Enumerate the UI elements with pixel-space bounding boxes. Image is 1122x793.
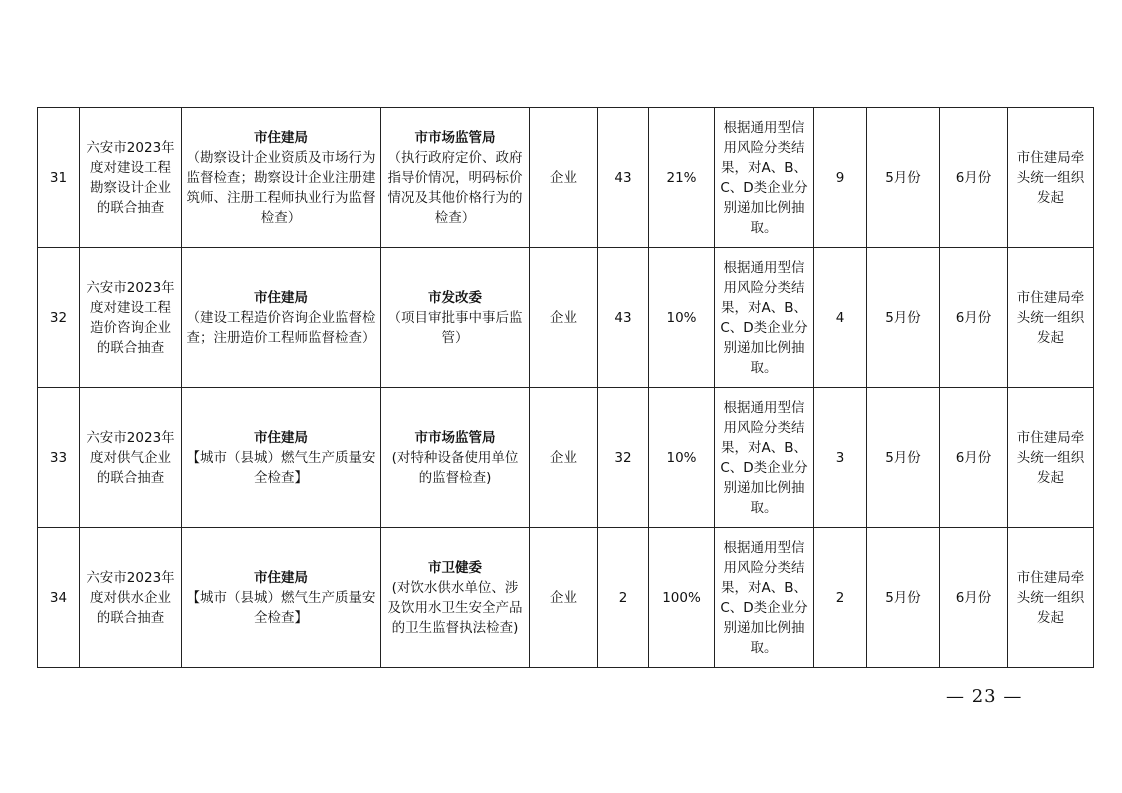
partner-dept-cell (381, 248, 530, 388)
table-row (38, 248, 1094, 388)
partner-items: (对特种设备使用单位的监督检查) (391, 449, 519, 486)
partner-items: (对饮水供水单位、涉及饮用水卫生安全产品的卫生监督执法检查) (387, 579, 523, 636)
lead-dept: 市住建局 (254, 289, 308, 306)
sample-count: 4 (814, 248, 867, 388)
remarks: 市住建局牵头统一组织发起 (1008, 108, 1094, 248)
row-number: 34 (38, 528, 80, 668)
sample-count: 2 (814, 528, 867, 668)
inspection-table (37, 107, 1094, 668)
lead-dept-cell (182, 388, 381, 528)
end-month: 6月份 (940, 108, 1008, 248)
lead-dept: 市住建局 (254, 429, 308, 446)
sampling-method: 根据通用型信用风险分类结果，对A、B、C、D类企业分别递加比例抽取。 (715, 528, 814, 668)
lead-dept: 市住建局 (254, 129, 308, 146)
inspection-object: 企业 (530, 108, 598, 248)
inspection-object: 企业 (530, 528, 598, 668)
partner-dept: 市卫健委 (428, 559, 482, 576)
partner-dept: 市市场监管局 (414, 429, 496, 446)
task-name: 六安市2023年度对建设工程勘察设计企业的联合抽查 (80, 108, 182, 248)
end-month: 6月份 (940, 388, 1008, 528)
lead-items: 【城市（县城）燃气生产质量安全检查】 (186, 589, 376, 626)
end-month: 6月份 (940, 528, 1008, 668)
end-month: 6月份 (940, 248, 1008, 388)
start-month: 5月份 (867, 528, 940, 668)
partner-items: （项目审批事中事后监管） (387, 309, 523, 346)
row-number: 31 (38, 108, 80, 248)
remarks: 市住建局牵头统一组织发起 (1008, 388, 1094, 528)
sample-count: 9 (814, 108, 867, 248)
object-count: 43 (598, 108, 649, 248)
inspection-object: 企业 (530, 248, 598, 388)
remarks: 市住建局牵头统一组织发起 (1008, 248, 1094, 388)
page-number: — 23 — (946, 686, 1023, 707)
lead-dept-cell (182, 248, 381, 388)
task-name: 六安市2023年度对供气企业的联合抽查 (80, 388, 182, 528)
lead-items: （建设工程造价咨询企业监督检查；注册造价工程师监督检查） (186, 309, 376, 346)
partner-dept-cell (381, 108, 530, 248)
sample-ratio: 21% (649, 108, 715, 248)
partner-dept: 市发改委 (428, 289, 482, 306)
row-number: 33 (38, 388, 80, 528)
start-month: 5月份 (867, 388, 940, 528)
task-name: 六安市2023年度对建设工程造价咨询企业的联合抽查 (80, 248, 182, 388)
table-row (38, 388, 1094, 528)
lead-dept-cell (182, 528, 381, 668)
lead-items: 【城市（县城）燃气生产质量安全检查】 (186, 449, 376, 486)
partner-items: （执行政府定价、政府指导价情况，明码标价情况及其他价格行为的检查） (387, 149, 523, 226)
partner-dept: 市市场监管局 (414, 129, 496, 146)
inspection-object: 企业 (530, 388, 598, 528)
start-month: 5月份 (867, 108, 940, 248)
row-number: 32 (38, 248, 80, 388)
partner-dept-cell (381, 528, 530, 668)
object-count: 2 (598, 528, 649, 668)
table-row (38, 528, 1094, 668)
sample-count: 3 (814, 388, 867, 528)
table-row (38, 108, 1094, 248)
object-count: 43 (598, 248, 649, 388)
sample-ratio: 10% (649, 388, 715, 528)
partner-dept-cell (381, 388, 530, 528)
sample-ratio: 100% (649, 528, 715, 668)
remarks: 市住建局牵头统一组织发起 (1008, 528, 1094, 668)
sampling-method: 根据通用型信用风险分类结果，对A、B、C、D类企业分别递加比例抽取。 (715, 248, 814, 388)
sampling-method: 根据通用型信用风险分类结果，对A、B、C、D类企业分别递加比例抽取。 (715, 108, 814, 248)
task-name: 六安市2023年度对供水企业的联合抽查 (80, 528, 182, 668)
lead-dept: 市住建局 (254, 569, 308, 586)
lead-items: （勘察设计企业资质及市场行为监督检查；勘察设计企业注册建筑师、注册工程师执业行为监督检查） (186, 149, 376, 226)
start-month: 5月份 (867, 248, 940, 388)
lead-dept-cell (182, 108, 381, 248)
sampling-method: 根据通用型信用风险分类结果，对A、B、C、D类企业分别递加比例抽取。 (715, 388, 814, 528)
sample-ratio: 10% (649, 248, 715, 388)
object-count: 32 (598, 388, 649, 528)
